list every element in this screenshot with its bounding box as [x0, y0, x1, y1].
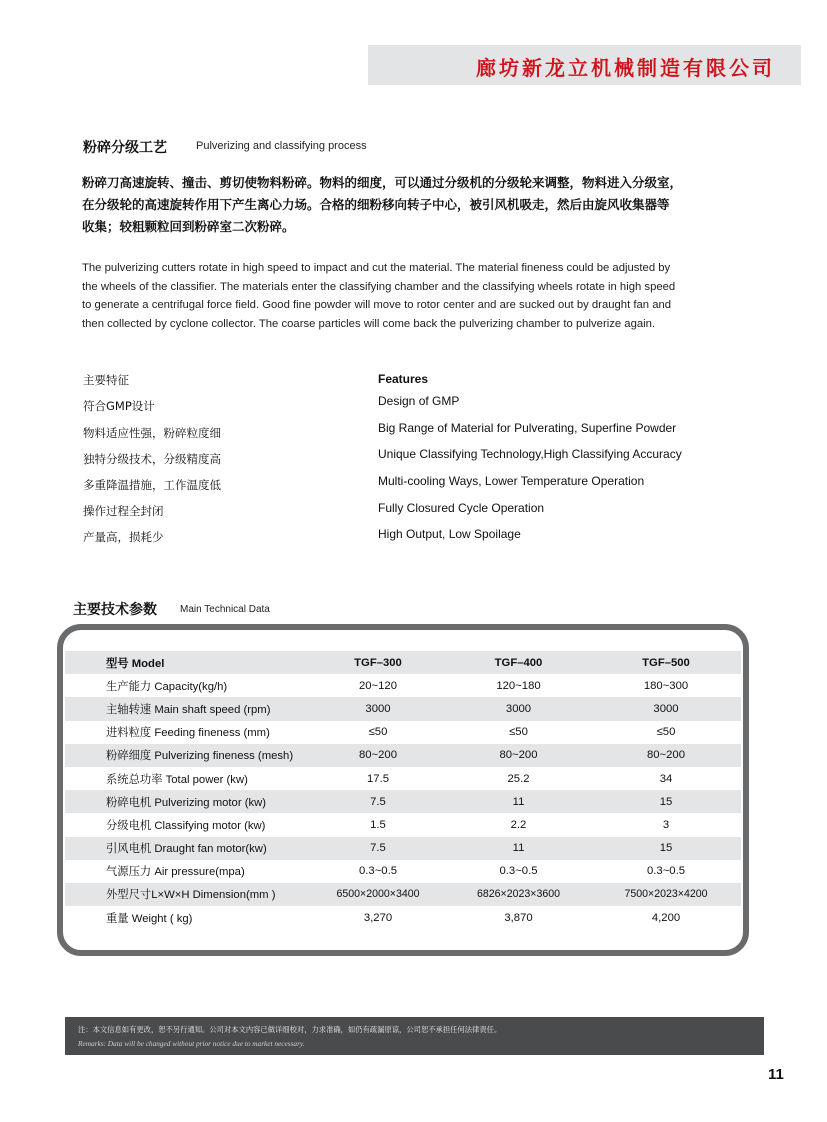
- features-title-en: Features: [378, 372, 429, 386]
- table-cell: 20~120: [310, 674, 446, 697]
- table-row: [65, 697, 741, 720]
- table-cell: 120~180: [446, 674, 591, 697]
- feature-item-zh: 产量高，损耗少: [83, 530, 164, 544]
- table-cell: ≤50: [446, 721, 591, 744]
- table-header-row: [65, 651, 741, 674]
- table-cell: 气源压力 Air pressure(mpa): [65, 860, 310, 883]
- table-cell: 生产能力 Capacity(kg/h): [65, 674, 310, 697]
- process-en-line: then collected by cyclone collector. The coarse particles will come back the pulverizing chamber to pulverize again.: [82, 317, 656, 330]
- table-cell: 6826×2023×3600: [446, 883, 591, 906]
- table-cell: 7500×2023×4200: [591, 883, 741, 906]
- table-row: [65, 790, 741, 813]
- feature-item-zh: 符合GMP设计: [83, 399, 155, 413]
- table-cell: 主轴转速 Main shaft speed (rpm): [65, 697, 310, 720]
- process-zh-line: 在分级轮的高速旋转作用下产生离心力场。合格的细粉移向转子中心，被引风机吸走，然后由旋风收集器等: [82, 197, 670, 212]
- table-cell: 引风电机 Draught fan motor(kw): [65, 837, 310, 860]
- table-cell: 4,200: [591, 906, 741, 929]
- table-cell: 3,270: [310, 906, 446, 929]
- table-cell: 80~200: [591, 744, 741, 767]
- feature-item-en: Design of GMP: [378, 394, 460, 408]
- process-en-line: to generate a centrifugal force field. Good fine powder will move to rotor center and are sucked out by draught fan and: [82, 299, 672, 311]
- feature-item-en: Big Range of Material for Pulverating, Superfine Powder: [378, 421, 677, 435]
- table-row: [65, 860, 741, 883]
- table-cell: 外型尺寸L×W×H Dimension(mm ): [65, 883, 310, 906]
- features-title-zh: 主要特征: [83, 373, 129, 387]
- table-row: [65, 721, 741, 744]
- feature-item-en: Fully Closured Cycle Operation: [378, 501, 545, 515]
- table-header-cell: TGF–400: [446, 651, 591, 674]
- table-cell: 11: [446, 837, 591, 860]
- feature-item-zh: 独特分级技术，分级精度高: [83, 452, 221, 466]
- feature-item-en: Multi-cooling Ways, Lower Temperature Operation: [378, 474, 645, 488]
- table-row: [65, 744, 741, 767]
- footer-note-en: Remarks: Data will be changed without prior notice due to market necessary.: [78, 1039, 305, 1048]
- table-cell: 3000: [310, 697, 446, 720]
- table-cell: 15: [591, 837, 741, 860]
- process-title-en: Pulverizing and classifying process: [196, 140, 367, 152]
- process-zh-line: 粉碎刀高速旋转、撞击、剪切使物料粉碎。物料的细度，可以通过分级机的分级轮来调整，物料进入分级室，: [82, 175, 683, 190]
- table-row: [65, 906, 741, 929]
- table-cell: 34: [591, 767, 741, 790]
- table-cell: 0.3~0.5: [446, 860, 591, 883]
- table-cell: 2.2: [446, 813, 591, 836]
- process-zh-line: 收集；较粗颗粒回到粉碎室二次粉碎。: [82, 219, 295, 234]
- process-en-line: The pulverizing cutters rotate in high speed to impact and cut the material. The material fineness could be adjusted by: [82, 262, 671, 274]
- table-row: [65, 813, 741, 836]
- footer-note-zh: 注：本文信息如有更改，恕不另行通知。公司对本文内容已做详细校对，力求准确，如仍有疏漏原谅，公司恕不承担任何法律责任。: [78, 1025, 502, 1034]
- table-cell: 重量 Weight ( kg): [65, 906, 310, 929]
- table-cell: 进料粒度 Feeding fineness (mm): [65, 721, 310, 744]
- table-cell: ≤50: [310, 721, 446, 744]
- table-cell: 3000: [591, 697, 741, 720]
- process-description-zh: [82, 172, 748, 238]
- feature-item-zh: 物料适应性强，粉碎粒度细: [83, 426, 221, 440]
- table-cell: 3,870: [446, 906, 591, 929]
- tech-title-en: Main Technical Data: [180, 604, 270, 615]
- feature-item-zh: 多重降温措施，工作温度低: [83, 478, 221, 492]
- table-cell: 11: [446, 790, 591, 813]
- tech-title-zh: 主要技术参数: [73, 602, 157, 618]
- table-cell: 180~300: [591, 674, 741, 697]
- table-cell: 分级电机 Classifying motor (kw): [65, 813, 310, 836]
- process-en-line: the wheels of the classifier. The materials enter the classifying chamber and the classifying wheels rotate in high speed: [82, 280, 676, 293]
- process-title-zh: 粉碎分级工艺: [83, 140, 167, 156]
- process-description-en: [82, 259, 748, 333]
- tech-data-table: [65, 651, 741, 929]
- feature-item-en: High Output, Low Spoilage: [378, 527, 521, 541]
- feature-item-en: Unique Classifying Technology,High Classifying Accuracy: [378, 447, 682, 461]
- table-row: [65, 883, 741, 906]
- table-cell: 3: [591, 813, 741, 836]
- page-number: 11: [768, 1066, 784, 1083]
- table-cell: 粉碎细度 Pulverizing fineness (mesh): [65, 744, 310, 767]
- table-row: [65, 674, 741, 697]
- table-cell: 15: [591, 790, 741, 813]
- table-cell: 17.5: [310, 767, 446, 790]
- table-header-cell: TGF–500: [591, 651, 741, 674]
- table-cell: 0.3~0.5: [591, 860, 741, 883]
- table-row: [65, 767, 741, 790]
- table-cell: 0.3~0.5: [310, 860, 446, 883]
- table-cell: 粉碎电机 Pulverizing motor (kw): [65, 790, 310, 813]
- table-cell: 6500×2000×3400: [310, 883, 446, 906]
- table-header-cell: TGF–300: [310, 651, 446, 674]
- table-cell: 1.5: [310, 813, 446, 836]
- table-row: [65, 837, 741, 860]
- table-cell: 3000: [446, 697, 591, 720]
- table-cell: 80~200: [446, 744, 591, 767]
- table-cell: 7.5: [310, 790, 446, 813]
- footer-bar: [65, 1017, 764, 1055]
- feature-item-zh: 操作过程全封闭: [83, 504, 164, 518]
- table-cell: 80~200: [310, 744, 446, 767]
- table-cell: 系统总功率 Total power (kw): [65, 767, 310, 790]
- table-header-cell: 型号 Model: [65, 651, 310, 674]
- company-name: 廊坊新龙立机械制造有限公司: [476, 56, 775, 80]
- table-cell: ≤50: [591, 721, 741, 744]
- table-cell: 25.2: [446, 767, 591, 790]
- table-cell: 7.5: [310, 837, 446, 860]
